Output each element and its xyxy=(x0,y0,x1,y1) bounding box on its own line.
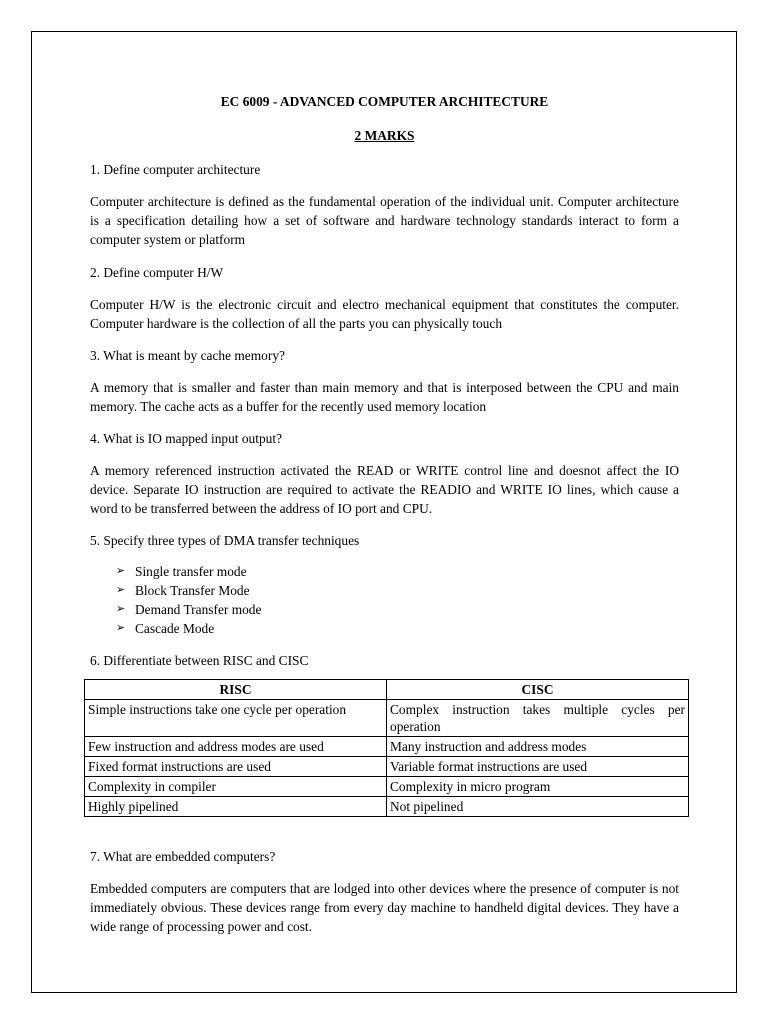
question-5: 5. Specify three types of DMA transfer techniques xyxy=(90,533,360,548)
document-content xyxy=(88,92,685,936)
question-3: 3. What is meant by cache memory? xyxy=(90,348,285,363)
table-cell: Complex instruction takes multiple cycles per operation xyxy=(387,700,689,737)
question-6: 6. Differentiate between RISC and CISC xyxy=(90,653,309,668)
answer-2: Computer H/W is the electronic circuit and electro mechanical equipment that constitutes the computer. Computer hardware is the collection of all the parts you can physically touch xyxy=(90,297,679,331)
table-cell: Complexity in compiler xyxy=(85,777,387,797)
table-row xyxy=(85,757,689,777)
table-row xyxy=(85,700,689,737)
question-7: 7. What are embedded computers? xyxy=(90,849,276,864)
table-row xyxy=(85,777,689,797)
arrow-bullet-icon: ➢ xyxy=(116,584,126,596)
question-4: 4. What is IO mapped input output? xyxy=(90,431,283,446)
arrow-bullet-icon: ➢ xyxy=(116,622,126,634)
table-cell: Highly pipelined xyxy=(85,797,387,817)
answer-4: A memory referenced instruction activated the READ or WRITE control line and doesnot affect the IO device. Separate IO instruction are required to activate the READIO and WRITE IO lines, which cause a word to be transferred between the address of IO port and CPU. xyxy=(90,463,679,516)
section-heading: 2 MARKS xyxy=(354,128,415,143)
column-header-cisc: CISC xyxy=(387,680,689,700)
table-row xyxy=(85,737,689,757)
document-title: EC 6009 - ADVANCED COMPUTER ARCHITECTURE xyxy=(220,94,549,109)
table-cell: Variable format instructions are used xyxy=(387,757,689,777)
column-header-risc: RISC xyxy=(85,680,387,700)
answer-3: A memory that is smaller and faster than main memory and that is interposed between the CPU and main memory. The cache acts as a buffer for the recently used memory location xyxy=(90,380,679,414)
table-cell: Many instruction and address modes xyxy=(387,737,689,757)
table-cell: Complexity in micro program xyxy=(387,777,689,797)
arrow-bullet-icon: ➢ xyxy=(116,565,126,577)
risc-cisc-table xyxy=(84,679,689,817)
arrow-bullet-icon: ➢ xyxy=(116,603,126,615)
list-item: ➢ Cascade Mode xyxy=(116,621,215,636)
table-row xyxy=(85,797,689,817)
answer-1: Computer architecture is defined as the fundamental operation of the individual unit. Computer architecture is a specification detailing how a set of software and hardware technology standards interact to form a computer system or platform xyxy=(90,194,679,247)
table-cell: Fixed format instructions are used xyxy=(85,757,387,777)
table-cell: Simple instructions take one cycle per operation xyxy=(85,700,387,737)
table-header-row xyxy=(85,680,689,700)
table-cell: Few instruction and address modes are used xyxy=(85,737,387,757)
answer-7: Embedded computers are computers that are lodged into other devices where the presence of computer is not immediately obvious. These devices range from every day machine to handheld digital devices. They have a wide range of processing power and cost. xyxy=(90,881,679,934)
list-item: ➢ Block Transfer Mode xyxy=(116,583,250,598)
question-1: 1. Define computer architecture xyxy=(90,162,261,177)
dma-techniques-list xyxy=(90,562,679,638)
list-item: ➢ Demand Transfer mode xyxy=(116,602,262,617)
table-cell: Not pipelined xyxy=(387,797,689,817)
list-item: ➢ Single transfer mode xyxy=(116,564,247,579)
question-2: 2. Define computer H/W xyxy=(90,265,224,280)
